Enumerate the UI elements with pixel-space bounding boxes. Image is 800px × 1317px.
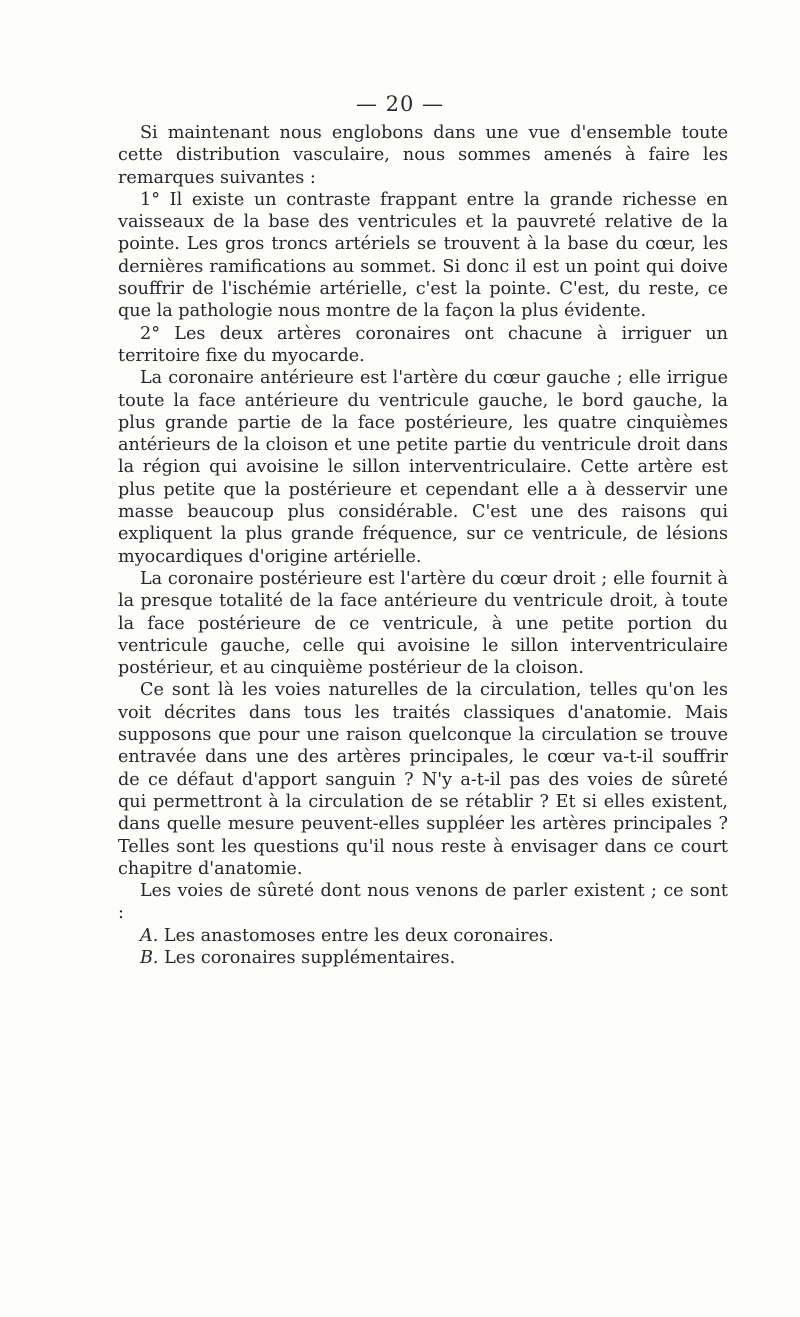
paragraph-circulation: Ce sont là les voies naturelles de la circulation, telles qu'on les voit décrites dans tous les traités classiques d'anatomie. Mais supposons que pour une raison quelconque la circulation se trouve entravée dans une des artères principales, le cœur va-t-il souffrir de ce défaut d'apport sanguin ? N'y a-t-il pas des voies de sûreté qui permettront à la circulation de se rétablir ? Et si elles existent, dans quelle mesure peuvent-elles suppléer les artères principales ? Telles sont les questions qu'il nous reste à envisager dans ce court chapitre d'anatomie. <box>118 680 728 879</box>
paragraph-intro: Si maintenant nous englobons dans une vue d'ensemble toute cette distribution vasculaire, nous sommes amenés à faire les remarques suivantes : <box>118 123 728 188</box>
list-letter-b: B. <box>140 947 159 968</box>
page-number: — 20 — <box>355 92 445 116</box>
list-letter-a: A. <box>140 925 159 946</box>
paragraph-safety-routes: Les voies de sûreté dont nous venons de parler existent ; ce sont : <box>118 881 728 924</box>
list-text-b: Les coronaires supplémentaires. <box>158 947 456 968</box>
paragraph-point-2: 2° Les deux artères coronaires ont chacune à irriguer un territoire fixe du myocarde. <box>118 323 728 366</box>
paragraph-point-1: 1° Il existe un contraste frappant entre la grande richesse en vaisseaux de la base des ventricules et la pauvreté relative de la pointe. Les gros troncs artériels se trouvent à la base du cœur, les dernières ramifications au sommet. Si donc il est un point qui doive souffrir de l'ischémie artérielle, c'est la pointe. C'est, du reste, ce que la pathologie nous montre de la façon la plus évidente. <box>118 189 728 322</box>
list-item-a <box>118 925 728 947</box>
list-item-b <box>118 947 728 969</box>
body-text <box>118 122 728 969</box>
list-text-a: Les anastomoses entre les deux coronaires. <box>158 925 554 946</box>
paragraph-posterior-coronary: La coronaire postérieure est l'artère du cœur droit ; elle fournit à la presque totalité de la face antérieure du ventricule droit, à toute la face postérieure de ce ventricule, à une petite portion du ventricule gauche, celle qui avoisine le sillon interventriculaire postérieur, et au cinquième postérieur de la cloison. <box>118 568 728 679</box>
paragraph-anterior-coronary: La coronaire antérieure est l'artère du cœur gauche ; elle irrigue toute la face antérieure du ventricule gauche, le bord gauche, la plus grande partie de la face postérieure, les quatre cinquièmes antérieurs de la cloison et une petite partie du ventricule droit dans la région qui avoisine le sillon interventriculaire. Cette artère est plus petite que la postérieure et cependant elle a à desservir une masse beaucoup plus considérable. C'est une des raisons qui expliquent la plus grande fréquence, sur ce ventricule, de lésions myocardiques d'origine artérielle. <box>118 368 728 567</box>
